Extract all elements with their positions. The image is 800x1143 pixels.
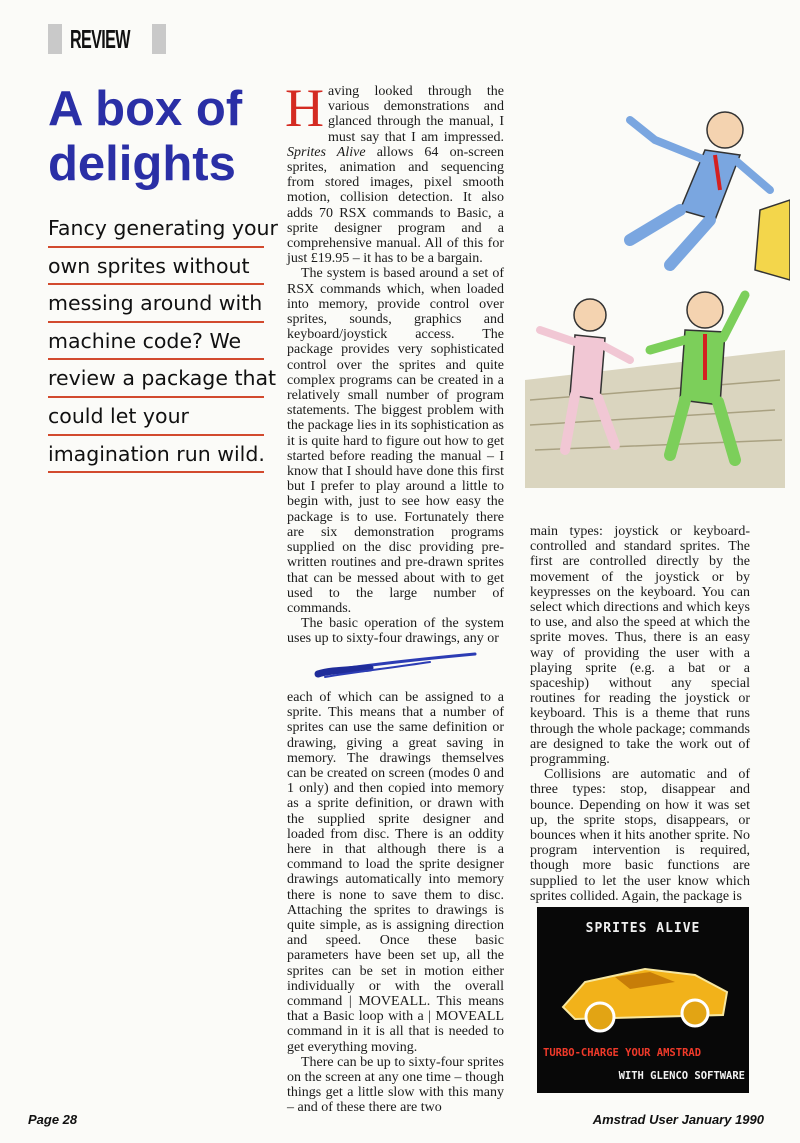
standfirst-line: imagination run wild. (48, 436, 264, 474)
paragraph: There can be up to sixty-four sprites on the screen at any one time – though things get a little slow with this many – and of these there are two (287, 1054, 504, 1116)
body-column-right (530, 524, 750, 904)
paragraph: The basic operation of the system uses up to sixty-four drawings, any or (287, 616, 504, 647)
headline: A box of delights (48, 82, 243, 191)
intro-text-a: aving looked through the various demonstrations and glanced through the manual, I must say that I am impressed. (328, 84, 504, 145)
body-column-middle-top (285, 78, 504, 647)
standfirst-line: Fancy generating your (48, 210, 264, 248)
tag-bar-left (48, 24, 62, 54)
paragraph: main types: joystick or keyboard-controlled and standard sprites. The first are controlled directly by the movement of the joystick or by keypresses on the keyboard. You can select which directions and which keys to use, and also the speed at which the sprite moves. Thus, there is an easy way of providing the user with a playing sprite (e.g. a bat or a spaceship) without any special routines for reading the joystick or keyboard. This is a theme that runs through the whole package; commands are designed to take the work out of programming. (530, 524, 750, 768)
paragraph: The system is based around a set of RSX commands which, when loaded into memory, provide control over sprites, sounds, graphics and keyboard/joystick access. The package provides very sophisticated control over the sprites and quite complex programs can be created in a relatively small number of program statements. The biggest problem with the package lies in its sophistication as it is quite hard to figure out how to get started before reading the manual – I know that I should have done this first but I prefer to play around a little to begin with, just to see how easy the package is to use. Fortunately there are six demonstration programs supplied on the disc providing pre-written routines and pre-drawn sprites that can be messed about with to get used to the large number of commands. (287, 266, 504, 616)
section-tag (48, 22, 166, 56)
pen-scribble-image (300, 644, 490, 684)
drop-cap: H (285, 78, 324, 138)
sprites-alive-screenshot (537, 907, 749, 1093)
standfirst-line: messing around with (48, 285, 264, 323)
screenshot-publisher: WITH GLENCO SOFTWARE (618, 1070, 745, 1082)
tag-bar-right (152, 24, 166, 54)
standfirst-line: review a package that (48, 360, 264, 398)
standfirst-line: could let your (48, 398, 264, 436)
paragraph: Collisions are automatic and of three types: stop, disappear and bounce. Depending on how it was set up, the sprite stops, disappears, or bounces when it hits another sprite. No program intervention is required, though more basic functions are supplied to let the user know which sprites collided. Again, the package is (530, 767, 750, 904)
section-label: REVIEW (70, 23, 130, 54)
standfirst-line: machine code? We (48, 323, 264, 361)
issue-label: Amstrad User January 1990 (592, 1112, 764, 1127)
product-title: Sprites Alive (287, 144, 366, 160)
standfirst (48, 210, 278, 473)
body-column-middle-bottom (287, 690, 504, 1116)
page-number: Page 28 (28, 1112, 78, 1127)
standfirst-line: own sprites without (48, 248, 264, 286)
paragraph-intro (285, 78, 504, 267)
dancing-men-illustration (520, 80, 790, 488)
sports-car-image (555, 947, 735, 1042)
intro-text-b: allows 64 on-screen sprites, animation and sequencing from stored images, pixel smooth motion, collision detection. It also adds 70 RSX commands to Basic, a sprite designer program and a comprehensive manual. All of this for just £19.95 – it has to be a bargain. (287, 144, 504, 267)
paragraph: each of which can be assigned to a sprite. This means that a number of sprites can use the same definition or drawing, giving a great saving in memory. The drawings themselves can be created on screen (modes 0 and 1 only) and then copied into memory as a sprite definition, or drawn with the supplied sprite designer and loaded from disc. There is an oddity here in that although there is a command to load the sprite designer drawings automatically into memory there is none to save them to disc. Attaching the sprites to drawings is quite simple, as is assigning direction and speed. Once these basic parameters have been set up, all the sprites can be set in motion either individually or with the overall command | MOVEALL. This means that a Basic loop with a | MOVEALL command in it is all that is needed to get everything moving. (287, 690, 504, 1055)
screenshot-title: SPRITES ALIVE (585, 921, 701, 936)
screenshot-slogan: TURBO-CHARGE YOUR AMSTRAD (543, 1047, 702, 1059)
